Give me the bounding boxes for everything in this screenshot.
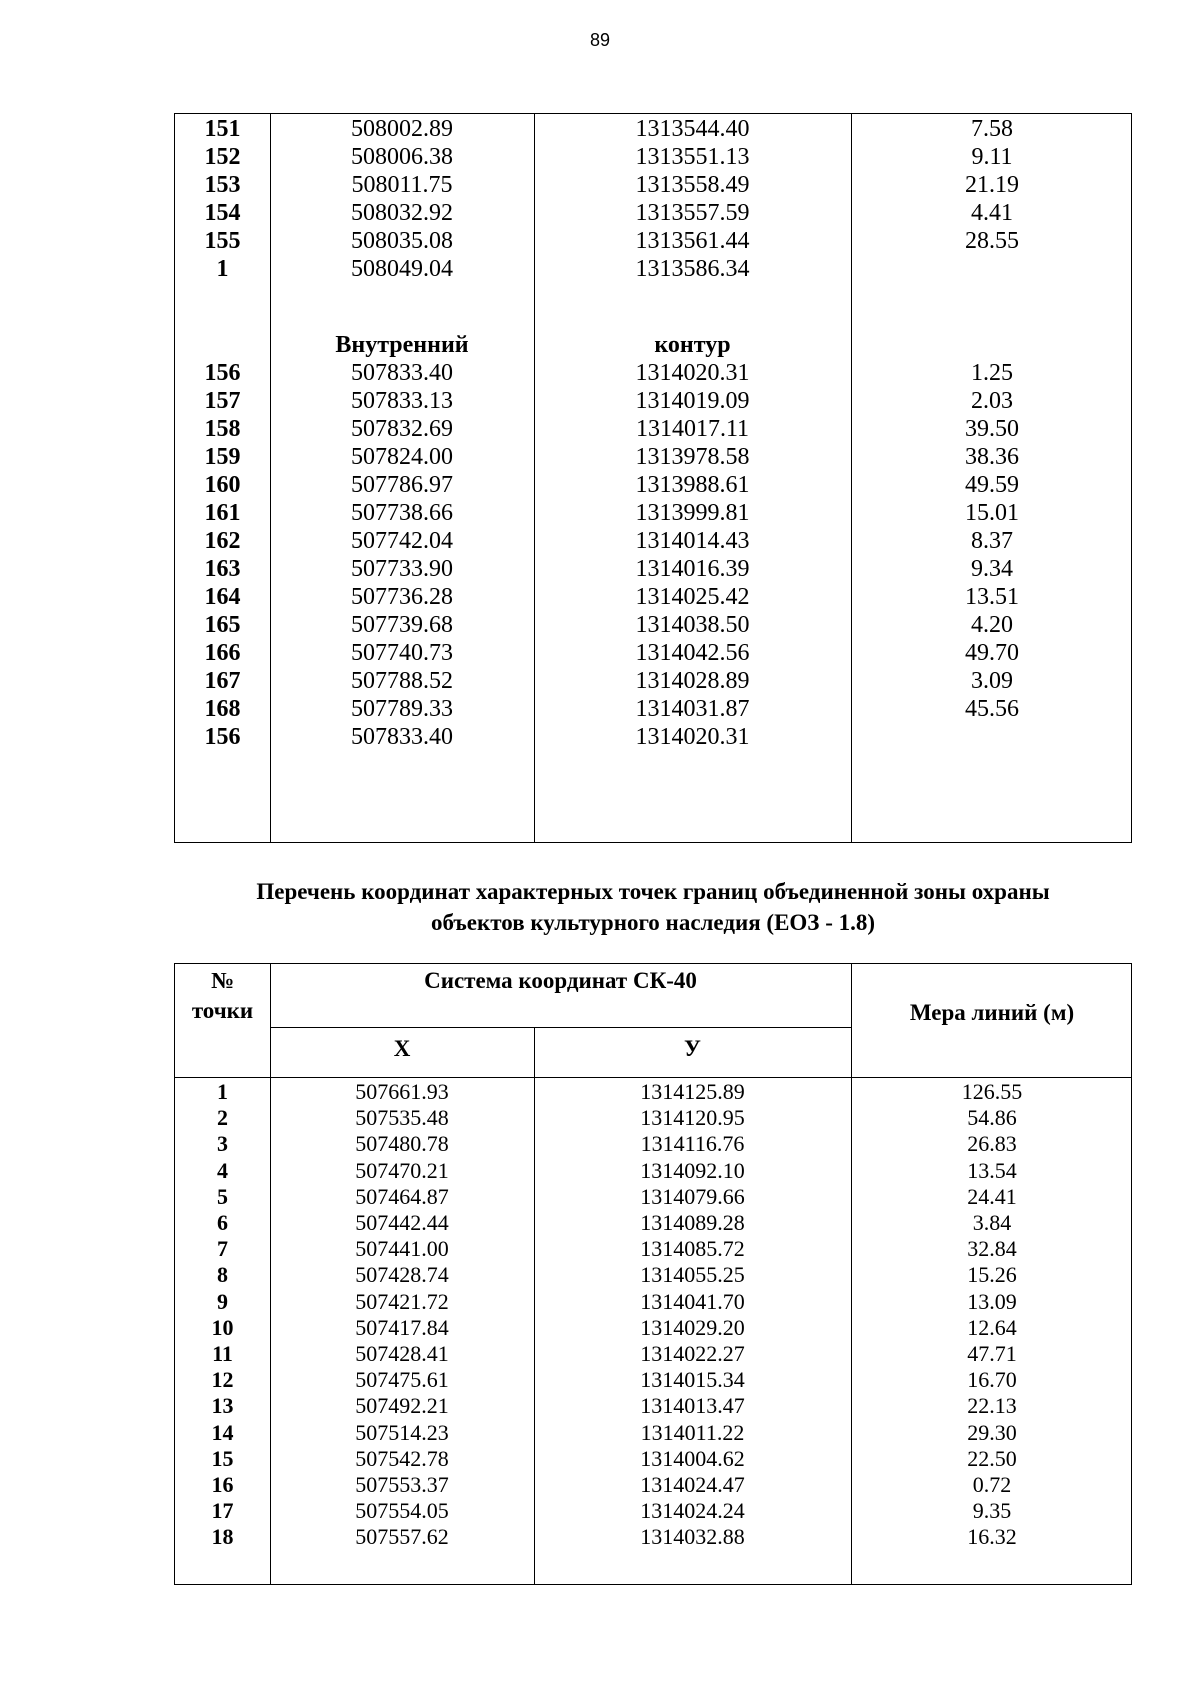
coord-x: 507421.72 (355, 1288, 449, 1314)
coord-x: 507742.04 (351, 528, 453, 554)
coord-y: 1314055.25 (640, 1262, 745, 1288)
coord-y: 1314024.47 (640, 1472, 745, 1497)
point-number: 8 (217, 1262, 228, 1288)
coord-x: 507786.97 (351, 472, 453, 498)
point-number: 166 (204, 640, 241, 666)
coord-x: 507464.87 (355, 1183, 449, 1209)
coord-x: 507554.05 (355, 1498, 449, 1524)
point-number: 168 (204, 696, 241, 722)
line-length: 29.30 (967, 1419, 1017, 1445)
coord-y: 1314022.27 (640, 1341, 745, 1366)
line-length: 13.09 (967, 1288, 1017, 1314)
page-number: 89 (589, 30, 611, 50)
point-number: 13 (211, 1393, 234, 1419)
line-length: 49.70 (965, 640, 1019, 666)
table-row (175, 114, 1133, 144)
coord-y: 1313978.58 (635, 444, 750, 470)
coord-x: 507833.40 (351, 360, 453, 386)
coord-y: 1314017.11 (635, 416, 750, 442)
line-length: 8.37 (971, 528, 1013, 554)
line-length: 13.51 (965, 584, 1019, 610)
coord-x: 507733.90 (351, 556, 453, 582)
coord-y: 1314016.39 (635, 556, 750, 582)
line-length: 4.20 (971, 612, 1013, 638)
header-number-sign: № (210, 968, 235, 993)
point-number: 153 (204, 172, 241, 198)
coord-x: 507833.40 (351, 724, 453, 750)
header-point-number (175, 966, 270, 1026)
coord-y: 1313561.44 (635, 228, 750, 254)
point-number: 164 (204, 584, 241, 610)
coord-y: 1313551.13 (635, 144, 750, 170)
table-title-line-2: объектов культурного наследия (ЕОЗ - 1.8) (430, 910, 876, 935)
point-number: 17 (211, 1498, 234, 1524)
point-number: 15 (211, 1445, 234, 1471)
table-row (175, 1183, 1133, 1211)
point-number: 163 (204, 556, 241, 582)
coord-x: 507428.74 (355, 1262, 449, 1288)
line-length: 9.35 (972, 1498, 1012, 1524)
table-row (175, 170, 1133, 200)
table-row (175, 358, 1133, 388)
table-row (175, 1078, 1133, 1106)
table-row (175, 386, 1133, 416)
point-number: 158 (204, 416, 241, 442)
table-row (175, 1419, 1133, 1447)
table-row (175, 666, 1133, 696)
coord-x: 507553.37 (355, 1472, 449, 1497)
line-length: 28.55 (965, 228, 1019, 254)
table-title (174, 876, 1132, 938)
header-x: Х (393, 1036, 411, 1061)
table-row (175, 470, 1133, 500)
point-number: 160 (204, 472, 241, 498)
line-length: 7.58 (971, 116, 1013, 142)
coord-x: 507480.78 (355, 1131, 449, 1157)
line-length: 4.41 (971, 200, 1013, 226)
point-number: 10 (211, 1314, 234, 1340)
coord-x: 507661.93 (355, 1079, 449, 1104)
point-number: 155 (204, 228, 241, 254)
table-row (175, 610, 1133, 640)
coord-x: 507428.41 (355, 1341, 449, 1366)
line-length: 32.84 (967, 1236, 1017, 1262)
coord-x: 507739.68 (351, 612, 453, 638)
coord-y: 1314042.56 (635, 640, 750, 666)
coord-x: 507832.69 (351, 416, 453, 442)
coord-y: 1314085.72 (640, 1236, 745, 1262)
point-number: 151 (204, 116, 241, 142)
point-number: 1 (216, 256, 229, 282)
point-number: 157 (204, 388, 241, 414)
line-length: 12.64 (967, 1314, 1017, 1340)
line-length: 54.86 (967, 1105, 1017, 1131)
coord-y: 1314011.22 (640, 1419, 745, 1445)
coord-y: 1314038.50 (635, 612, 750, 638)
point-number: 14 (211, 1419, 234, 1445)
coord-x: 507789.33 (351, 696, 453, 722)
coord-x: 507492.21 (355, 1393, 449, 1419)
table-row (175, 1471, 1133, 1499)
coord-x: 507557.62 (355, 1524, 449, 1550)
line-length: 39.50 (965, 416, 1019, 442)
point-number: 5 (217, 1183, 228, 1209)
table-row (175, 526, 1133, 556)
point-number: 7 (217, 1236, 228, 1262)
line-length: 9.11 (971, 144, 1013, 170)
point-number: 152 (204, 144, 241, 170)
coord-x: 508035.08 (351, 228, 453, 254)
coord-x: 508011.75 (351, 172, 453, 198)
coord-y: 1313558.49 (635, 172, 750, 198)
coord-x: 507470.21 (355, 1157, 449, 1183)
line-length: 22.50 (967, 1445, 1017, 1471)
point-number: 18 (211, 1524, 234, 1550)
section-row-inner-contour (175, 330, 1133, 360)
line-length: 49.59 (965, 472, 1019, 498)
table-row (175, 1209, 1133, 1237)
coord-x: 507736.28 (351, 584, 453, 610)
coord-y: 1314019.09 (635, 388, 750, 414)
table-row (175, 1104, 1133, 1132)
line-length: 15.26 (967, 1262, 1017, 1288)
coord-x: 507788.52 (351, 668, 453, 694)
coord-y: 1314024.24 (640, 1498, 745, 1524)
point-number: 9 (217, 1288, 228, 1314)
table-row (175, 142, 1133, 172)
table-row (175, 1366, 1133, 1394)
coord-x: 507514.23 (355, 1419, 449, 1445)
coord-y: 1313586.34 (635, 256, 750, 282)
table-row (175, 1157, 1133, 1185)
table-row (175, 498, 1133, 528)
point-number: 16 (211, 1472, 234, 1497)
line-length: 0.72 (972, 1472, 1012, 1497)
table-row (175, 1130, 1133, 1158)
point-number: 11 (212, 1341, 233, 1366)
coord-x: 507475.61 (355, 1367, 449, 1393)
coordinates-table-top (174, 113, 1132, 843)
table-row (175, 582, 1133, 612)
table-title-line-1: Перечень координат характерных точек границ объединенной зоны охраны (256, 879, 1050, 904)
point-number: 2 (217, 1105, 228, 1131)
table-row (175, 1235, 1133, 1263)
coord-y: 1314029.20 (640, 1314, 745, 1340)
line-length: 16.70 (967, 1367, 1017, 1393)
coord-y: 1314004.62 (640, 1445, 745, 1471)
table-row (175, 554, 1133, 584)
table-row (175, 1261, 1133, 1289)
table-row (175, 1445, 1133, 1473)
coord-y: 1314089.28 (640, 1210, 745, 1235)
coord-y: 1314125.89 (640, 1079, 745, 1104)
table-row (175, 694, 1133, 724)
coord-x: 507442.44 (355, 1210, 449, 1235)
point-number: 6 (217, 1210, 228, 1235)
point-number: 162 (204, 528, 241, 554)
coord-y: 1314013.47 (640, 1393, 745, 1419)
header-divider (270, 1027, 851, 1028)
point-number: 165 (204, 612, 241, 638)
coord-x: 507738.66 (351, 500, 453, 526)
line-length: 3.09 (971, 668, 1013, 694)
coord-y: 1314032.88 (640, 1524, 745, 1550)
point-number: 161 (204, 500, 241, 526)
coord-x: 508006.38 (351, 144, 453, 170)
table-row (175, 442, 1133, 472)
line-length: 24.41 (967, 1183, 1017, 1209)
coord-y: 1314028.89 (635, 668, 750, 694)
point-number: 12 (211, 1367, 234, 1393)
coord-x: 507824.00 (351, 444, 453, 470)
coord-x: 507833.13 (351, 388, 453, 414)
table-row (175, 1497, 1133, 1525)
table-row (175, 254, 1133, 284)
coord-x: 508049.04 (351, 256, 453, 282)
coord-x: 507441.00 (355, 1236, 449, 1262)
line-length: 1.25 (971, 360, 1013, 386)
table-row (175, 722, 1133, 752)
table-row (175, 1523, 1133, 1551)
coord-y: 1314092.10 (640, 1157, 745, 1183)
table-row (175, 1314, 1133, 1342)
point-number: 1 (217, 1079, 228, 1104)
point-number: 4 (217, 1157, 228, 1183)
coord-y: 1314031.87 (635, 696, 750, 722)
line-length: 9.34 (971, 556, 1013, 582)
line-length: 45.56 (965, 696, 1019, 722)
point-number: 156 (204, 724, 241, 750)
line-length: 2.03 (971, 388, 1013, 414)
line-length: 13.54 (967, 1157, 1017, 1183)
coord-x: 508032.92 (351, 200, 453, 226)
line-length: 126.55 (961, 1079, 1023, 1104)
coord-x: 507535.48 (355, 1105, 449, 1131)
line-length: 38.36 (965, 444, 1019, 470)
line-length: 21.19 (965, 172, 1019, 198)
coord-y: 1314015.34 (640, 1367, 745, 1393)
table-row (175, 1392, 1133, 1420)
line-length: 26.83 (967, 1131, 1017, 1157)
coord-y: 1314014.43 (635, 528, 750, 554)
line-length: 47.71 (967, 1341, 1017, 1366)
table-row (175, 226, 1133, 256)
coord-x: 507417.84 (355, 1314, 449, 1340)
coord-y: 1314116.76 (640, 1131, 745, 1157)
header-line-measure: Мера линий (м) (909, 1000, 1075, 1025)
section-label-left: Внутренний (335, 332, 469, 358)
coord-y: 1314120.95 (640, 1105, 745, 1131)
point-number: 167 (204, 668, 241, 694)
coord-y: 1314020.31 (635, 724, 750, 750)
table-row (175, 1340, 1133, 1368)
line-length: 15.01 (965, 500, 1019, 526)
point-number: 156 (204, 360, 241, 386)
point-number: 159 (204, 444, 241, 470)
coord-x: 507542.78 (355, 1445, 449, 1471)
point-number: 3 (217, 1131, 228, 1157)
coord-y: 1314025.42 (635, 584, 750, 610)
coordinates-table-eoz (174, 963, 1132, 1585)
line-length: 22.13 (967, 1393, 1017, 1419)
coord-y: 1314079.66 (640, 1183, 745, 1209)
table-row (175, 198, 1133, 228)
point-number: 154 (204, 200, 241, 226)
section-label-right: контур (654, 332, 731, 358)
table-row (175, 414, 1133, 444)
coord-y: 1313999.81 (635, 500, 750, 526)
coord-y: 1314020.31 (635, 360, 750, 386)
coord-y: 1313988.61 (635, 472, 750, 498)
table-row (175, 1288, 1133, 1316)
header-y: У (684, 1036, 701, 1061)
coord-y: 1313557.59 (635, 200, 750, 226)
coord-y: 1314041.70 (640, 1288, 745, 1314)
header-coordinate-system: Система координат СК-40 (424, 968, 697, 993)
table-row (175, 638, 1133, 668)
coord-y: 1313544.40 (635, 116, 750, 142)
line-length: 3.84 (972, 1210, 1012, 1235)
coord-x: 508002.89 (351, 116, 453, 142)
line-length: 16.32 (967, 1524, 1017, 1550)
header-point-label: точки (191, 998, 254, 1023)
coord-x: 507740.73 (351, 640, 453, 666)
